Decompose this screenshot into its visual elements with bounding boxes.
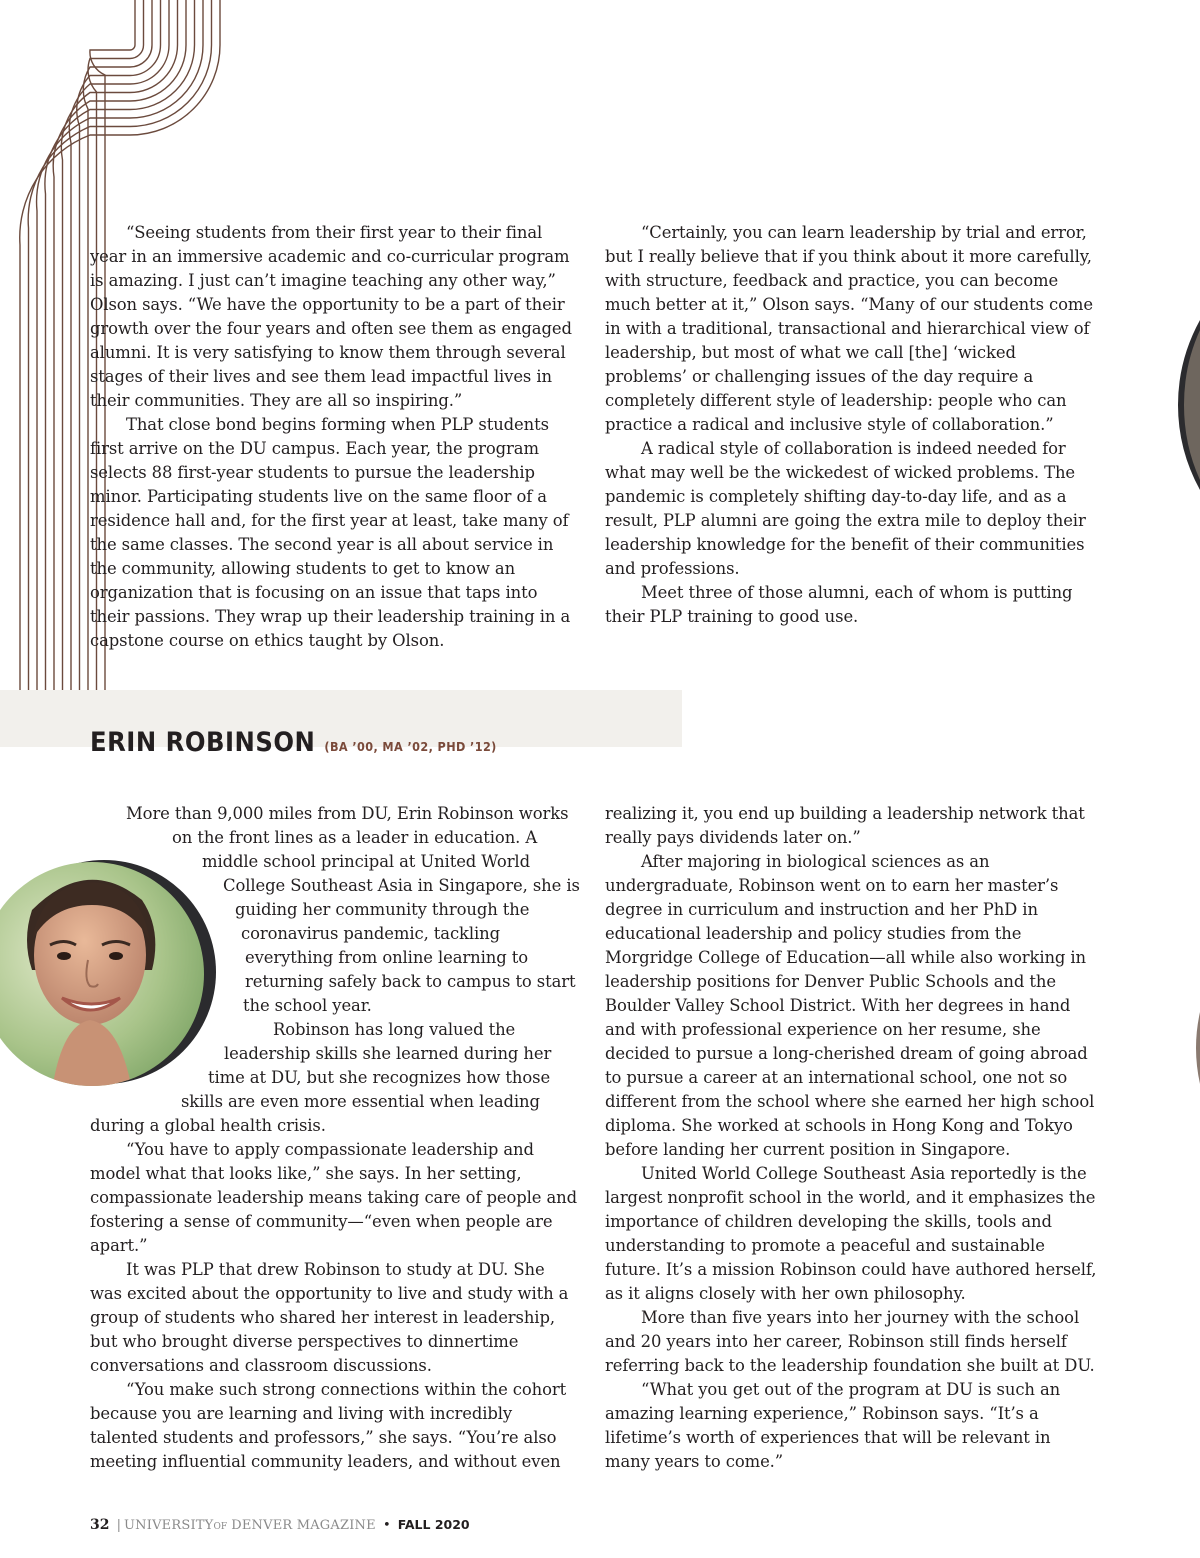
paragraph: “Seeing students from their first year to their final year in an immersive academic and co-curricular program is amazing. I just can’t imagine teaching any other way,” Olson says. “We have the opportunity to be a part of their growth over the four years and often see them as engaged alumni. It is very satisfying to know them through several stages of their lives and see them lead impactful lives in their communities. They are all so inspiring.” bbox=[90, 223, 572, 410]
paragraph: That close bond begins forming when PLP students first arrive on the DU campus. Each year, the program selects 88 first-year students to pursue the leadership minor. Participating students live on the same floor of a residence hall and, for the first year at least, take many of the same classes. The second year is all about service in the community, allowing students to get to know an organization that is focusing on an issue that taps into their passions. They wrap up their leadership training in a capstone course on ethics taught by Olson. bbox=[90, 415, 571, 650]
profile-heading bbox=[90, 727, 497, 758]
paragraph: It was PLP that drew Robinson to study at DU. She was excited about the opportunity to live and study with a group of students who shared her interest in leadership, but who brought diverse perspectives to dinnertime conversations and classroom discussions. bbox=[90, 1260, 569, 1375]
profile-name: ERIN ROBINSON bbox=[90, 727, 316, 758]
paragraph: “What you get out of the program at DU is such an amazing learning experience,” Robinson says. “It’s a lifetime’s worth of experiences that will be relevant in many years to come.” bbox=[605, 1380, 1061, 1471]
paragraph: United World College Southeast Asia reportedly is the largest nonprofit school in the world, and it emphasizes the importance of children developing the skills, tools and understanding to promote a peaceful and sustainable future. It’s a mission Robinson could have authored herself, as it aligns closely with her own philosophy. bbox=[605, 1164, 1097, 1303]
footer-dot: • bbox=[382, 1518, 391, 1533]
paragraph: “You make such strong connections within the cohort because you are learning and living with incredibly talented students and professors,” she says. “You’re also meeting influential community leaders, and without even bbox=[90, 1380, 567, 1471]
paragraph: “You have to apply compassionate leadership and model what that looks like,” she says. In her setting, compassionate leadership means taking care of people and fostering a sense of community—“even when people are apart.” bbox=[90, 1140, 578, 1255]
page-footer bbox=[90, 1517, 470, 1533]
article-column-top-left bbox=[90, 221, 580, 653]
magazine-name-of: OF bbox=[213, 1522, 228, 1532]
edge-photo-top bbox=[1178, 320, 1200, 490]
article-column-bottom-right bbox=[605, 802, 1100, 1474]
paragraph: A radical style of collaboration is indeed needed for what may well be the wickedest of wicked problems. The pandemic is completely shifting day-to-day life, and as a result, PLP alumni are going the extra mile to deploy their leadership knowledge for the benefit of their communities and professions. bbox=[605, 439, 1086, 578]
page-number: 32 bbox=[90, 1517, 110, 1533]
paragraph: After majoring in biological sciences as an undergraduate, Robinson went on to earn her master’s degree in curriculum and instruction and her PhD in educational leadership and policy studies from the Morgridge College of Education—all while also working in leadership positions for Denver Public Schools and the Boulder Valley School District. With her degrees in hand and with professional experience on her resume, she decided to pursue a long-cherished dream of going abroad to pursue a career at an international school, one not so different from the school where she earned her high school diploma. She worked at schools in Hong Kong and Tokyo before landing her current position in Singapore. bbox=[605, 852, 1095, 1159]
paragraph: Meet three of those alumni, each of whom is putting their PLP training to good use. bbox=[605, 583, 1073, 626]
magazine-name-part2: DENVER MAGAZINE bbox=[231, 1518, 376, 1533]
paragraph: More than five years into her journey with the school and 20 years into her career, Robinson still finds herself referring back to the leadership foundation she built at DU. bbox=[605, 1308, 1095, 1375]
article-column-bottom-left bbox=[90, 802, 580, 1474]
profile-degrees: (BA ’00, MA ’02, PHD ’12) bbox=[324, 739, 497, 754]
magazine-name-part1: UNIVERSITY bbox=[124, 1518, 214, 1533]
footer-separator: | bbox=[116, 1518, 122, 1533]
paragraph: More than 9,000 miles from DU, Erin Robinson works on the front lines as a leader in education. A middle school principal at United World College Southeast Asia in Singapore, she is guiding her community through the coronavirus pandemic, tackling everything from online learning to returning safely back to campus to start the school year. bbox=[126, 804, 580, 1015]
edge-photo-bottom bbox=[1192, 1012, 1200, 1084]
issue-season: FALL 2020 bbox=[397, 1517, 470, 1532]
paragraph: “Certainly, you can learn leadership by trial and error, but I really believe that if you think about it more carefully, with structure, feedback and practice, you can become much better at it,” Olson says. “Many of our students come in with a traditional, transactional and hierarchical view of leadership, but most of what we call [the] ‘wicked problems’ or challenging issues of the day require a completely different style of leadership: people who can practice a radical and inclusive style of collaboration.” bbox=[605, 223, 1093, 434]
paragraph: Robinson has long valued the leadership skills she learned during her time at DU, but she recognizes how those skills are even more essential when leading during a global health crisis. bbox=[90, 1020, 552, 1135]
article-column-top-right bbox=[605, 221, 1100, 629]
paragraph: realizing it, you end up building a leadership network that really pays dividends later on.” bbox=[605, 804, 1085, 847]
